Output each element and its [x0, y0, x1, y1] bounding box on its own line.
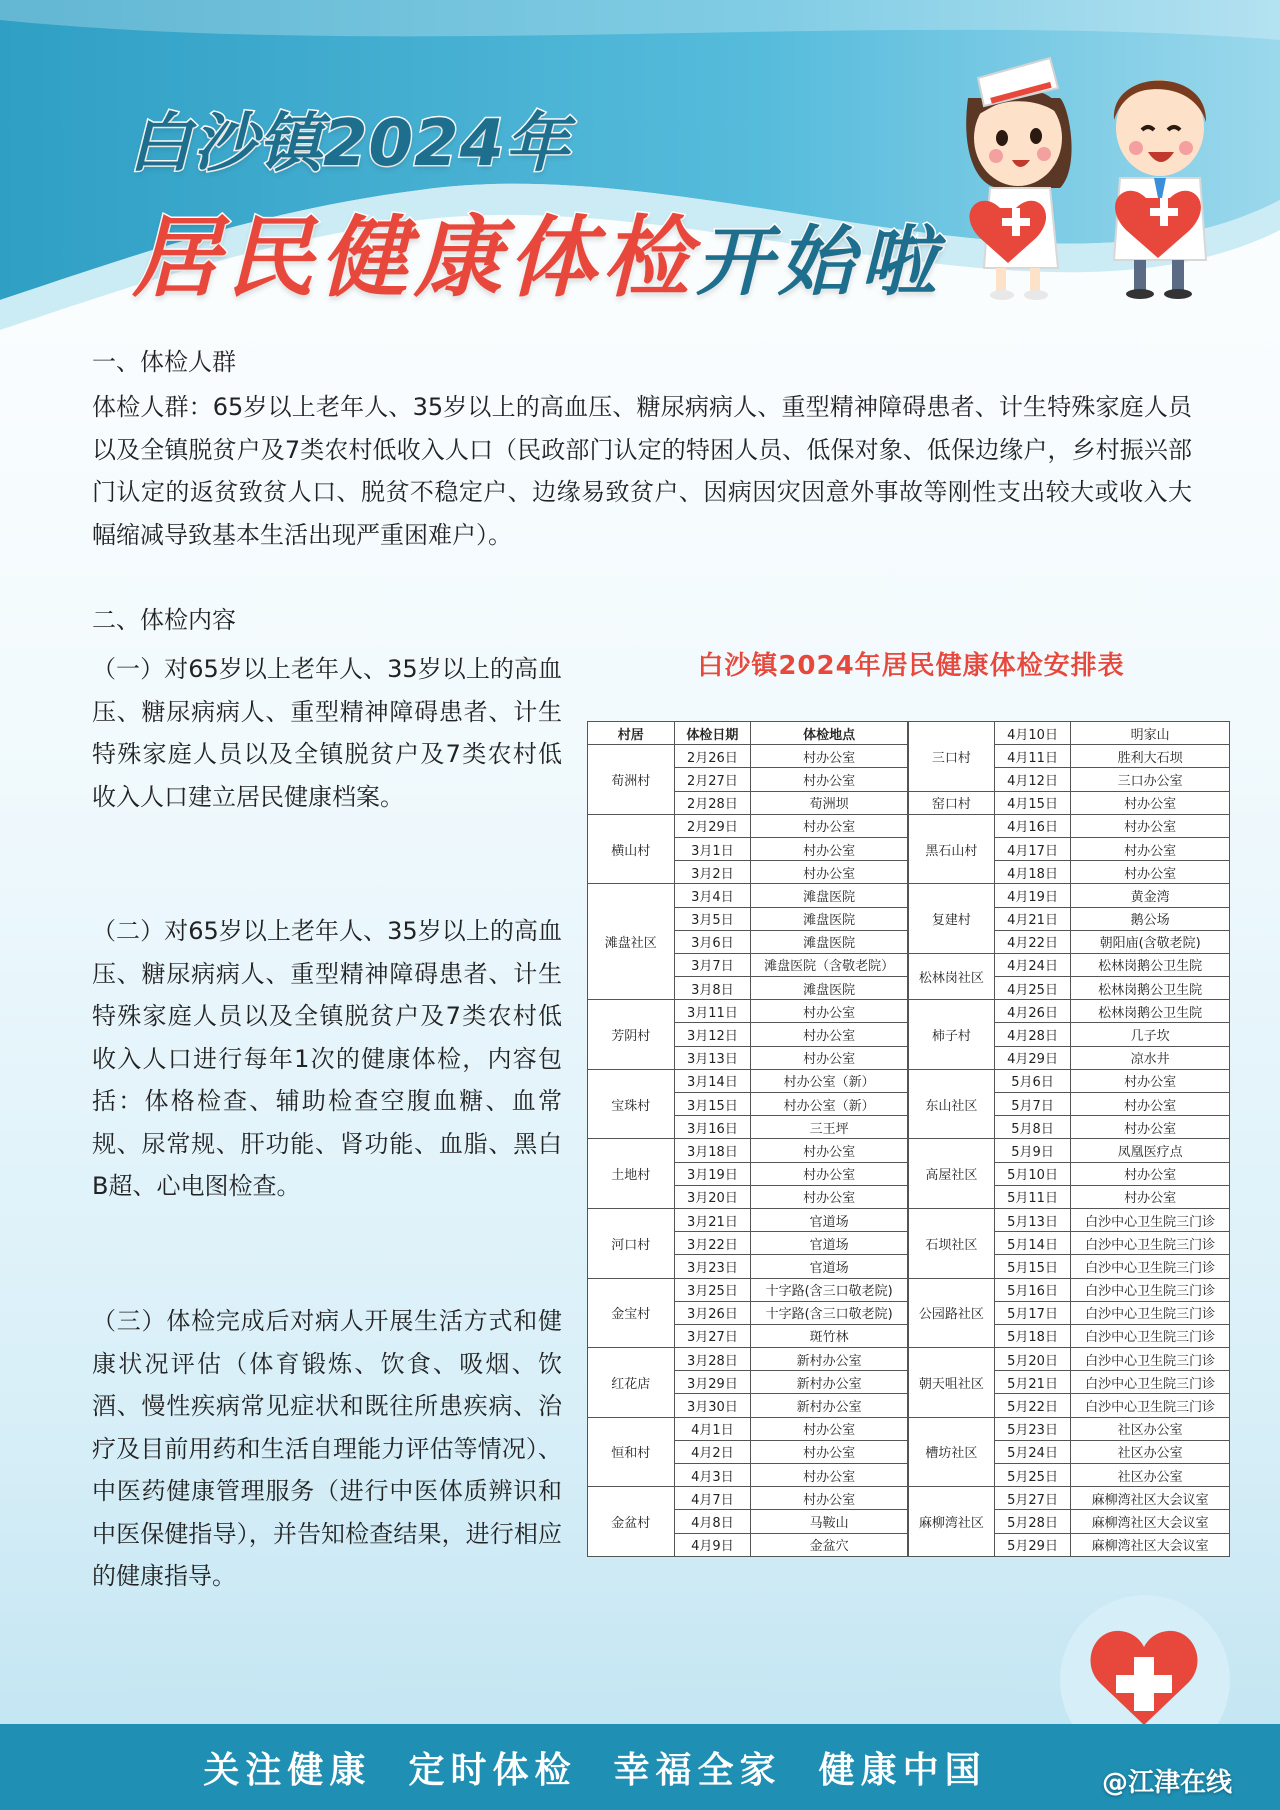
location-cell: 村办公室: [751, 745, 908, 768]
location-cell: 村办公室: [1071, 837, 1230, 860]
section1-heading: 一、体检人群: [92, 348, 236, 376]
date-cell: 4月8日: [674, 1510, 751, 1533]
schedule-right-body: [909, 722, 1230, 1557]
schedule-table-left: [587, 721, 908, 1557]
location-cell: 松林岗鹅公卫生院: [1071, 1000, 1230, 1023]
date-cell: 3月27日: [674, 1324, 751, 1347]
table-row: [909, 1487, 1230, 1510]
village-cell: 土地村: [588, 1139, 675, 1209]
date-cell: 3月28日: [674, 1348, 751, 1371]
section2-heading: 二、体检内容: [92, 606, 236, 634]
date-cell: 3月15日: [674, 1093, 751, 1116]
location-cell: 滩盘医院: [751, 884, 908, 907]
table-row: [588, 1348, 908, 1371]
location-cell: 村办公室: [751, 1417, 908, 1440]
location-cell: 新村办公室: [751, 1371, 908, 1394]
table-row: [588, 884, 908, 907]
table-row: [909, 1069, 1230, 1092]
location-cell: 村办公室: [751, 1162, 908, 1185]
section2-item-1: （一）对65岁以上老年人、35岁以上的高血压、糖尿病病人、重型精神障碍患者、计生特殊家庭人员以及全镇脱贫户及7类农村低收入人口建立居民健康档案。: [92, 655, 562, 811]
date-cell: 4月11日: [994, 745, 1071, 768]
section1-body: 体检人群：65岁以上老年人、35岁以上的高血压、糖尿病病人、重型精神障碍患者、计生特殊家庭人员以及全镇脱贫户及7类农村低收入人口（民政部门认定的特困人员、低保对象、低保边缘户，乡村振兴部门认定的返贫致贫人口、脱贫不稳定户、边缘易致贫户、因病因灾因意外事故等刚性支出较大或收入大幅缩减导致基本生活出现严重困难户）。: [92, 393, 1192, 549]
table-row: [909, 1348, 1230, 1371]
footer-slogan: 关注健康 定时体检 幸福全家 健康中国: [203, 1750, 987, 1791]
location-cell: 白沙中心卫生院三门诊: [1071, 1324, 1230, 1347]
location-cell: 村办公室: [751, 1185, 908, 1208]
village-cell: 宝珠村: [588, 1069, 675, 1139]
location-cell: 白沙中心卫生院三门诊: [1071, 1348, 1230, 1371]
date-cell: 5月18日: [994, 1324, 1071, 1347]
table-row: [588, 1139, 908, 1162]
date-cell: 3月23日: [674, 1255, 751, 1278]
location-cell: 村办公室: [751, 837, 908, 860]
location-cell: 新村办公室: [751, 1348, 908, 1371]
date-cell: 5月7日: [994, 1093, 1071, 1116]
location-cell: 新村办公室: [751, 1394, 908, 1417]
date-cell: 4月25日: [994, 977, 1071, 1000]
village-cell: 三口村: [909, 722, 995, 792]
date-cell: 3月11日: [674, 1000, 751, 1023]
table-row: [909, 1139, 1230, 1162]
village-cell: 高屋社区: [909, 1139, 995, 1209]
date-cell: 3月30日: [674, 1394, 751, 1417]
date-cell: 5月13日: [994, 1208, 1071, 1231]
village-cell: 横山村: [588, 814, 675, 884]
date-cell: 5月10日: [994, 1162, 1071, 1185]
village-cell: 公园路社区: [909, 1278, 995, 1348]
location-cell: 村办公室: [751, 768, 908, 791]
date-cell: 5月17日: [994, 1301, 1071, 1324]
date-cell: 4月1日: [674, 1417, 751, 1440]
date-cell: 5月16日: [994, 1278, 1071, 1301]
location-cell: 社区办公室: [1071, 1464, 1230, 1487]
location-cell: 十字路(含三口敬老院): [751, 1301, 908, 1324]
table-row: [909, 953, 1230, 976]
location-cell: 白沙中心卫生院三门诊: [1071, 1232, 1230, 1255]
location-cell: 村办公室: [1071, 1069, 1230, 1092]
date-cell: 5月9日: [994, 1139, 1071, 1162]
date-cell: 5月21日: [994, 1371, 1071, 1394]
location-cell: 三口办公室: [1071, 768, 1230, 791]
location-cell: 村办公室: [1071, 1093, 1230, 1116]
location-cell: 三王坪: [751, 1116, 908, 1139]
column-header-date: 体检日期: [674, 722, 751, 745]
location-cell: 村办公室（新）: [751, 1069, 908, 1092]
schedule-table-right: [908, 721, 1230, 1557]
date-cell: 3月8日: [674, 977, 751, 1000]
location-cell: 村办公室（新）: [751, 1093, 908, 1116]
date-cell: 3月26日: [674, 1301, 751, 1324]
date-cell: 3月13日: [674, 1046, 751, 1069]
date-cell: 5月28日: [994, 1510, 1071, 1533]
village-cell: 滩盘社区: [588, 884, 675, 1000]
date-cell: 5月14日: [994, 1232, 1071, 1255]
village-cell: 窑口村: [909, 791, 995, 814]
table-row: [588, 1487, 908, 1510]
date-cell: 4月10日: [994, 722, 1071, 745]
date-cell: 4月7日: [674, 1487, 751, 1510]
location-cell: 村办公室: [751, 1046, 908, 1069]
date-cell: 3月7日: [674, 953, 751, 976]
date-cell: 3月4日: [674, 884, 751, 907]
location-cell: 村办公室: [751, 1023, 908, 1046]
location-cell: 凉水井: [1071, 1046, 1230, 1069]
date-cell: 4月17日: [994, 837, 1071, 860]
date-cell: 5月11日: [994, 1185, 1071, 1208]
village-cell: 麻柳湾社区: [909, 1487, 995, 1557]
date-cell: 2月26日: [674, 745, 751, 768]
location-cell: 斑竹林: [751, 1324, 908, 1347]
location-cell: 麻柳湾社区大会议室: [1071, 1533, 1230, 1556]
location-cell: 麻柳湾社区大会议室: [1071, 1510, 1230, 1533]
location-cell: 胜利大石坝: [1071, 745, 1230, 768]
location-cell: 村办公室: [751, 1487, 908, 1510]
doctor-mascot: [1114, 80, 1206, 299]
location-cell: 松林岗鹅公卫生院: [1071, 977, 1230, 1000]
date-cell: 3月14日: [674, 1069, 751, 1092]
location-cell: 村办公室: [1071, 861, 1230, 884]
date-cell: 4月19日: [994, 884, 1071, 907]
location-cell: 村办公室: [751, 1464, 908, 1487]
location-cell: 官道场: [751, 1255, 908, 1278]
date-cell: 3月5日: [674, 907, 751, 930]
table-row: [909, 884, 1230, 907]
nurse-mascot: [966, 58, 1071, 300]
location-cell: 村办公室: [1071, 1162, 1230, 1185]
table-row: [909, 722, 1230, 745]
date-cell: 3月12日: [674, 1023, 751, 1046]
date-cell: 4月26日: [994, 1000, 1071, 1023]
village-cell: 金宝村: [588, 1278, 675, 1348]
location-cell: 凤凰医疗点: [1071, 1139, 1230, 1162]
location-cell: 村办公室: [751, 1000, 908, 1023]
location-cell: 滩盘医院: [751, 907, 908, 930]
location-cell: 滩盘医院: [751, 930, 908, 953]
date-cell: 3月2日: [674, 861, 751, 884]
date-cell: 4月22日: [994, 930, 1071, 953]
date-cell: 3月22日: [674, 1232, 751, 1255]
date-cell: 2月28日: [674, 791, 751, 814]
location-cell: 白沙中心卫生院三门诊: [1071, 1278, 1230, 1301]
village-cell: 恒和村: [588, 1417, 675, 1487]
column-header-village: 村居: [588, 722, 675, 745]
date-cell: 3月20日: [674, 1185, 751, 1208]
table-row: [909, 814, 1230, 837]
source-watermark: @江津在线: [1102, 1768, 1233, 1798]
location-cell: 村办公室: [751, 1139, 908, 1162]
table-row: [588, 745, 908, 768]
table-row: [909, 1278, 1230, 1301]
location-cell: 十字路(含三口敬老院): [751, 1278, 908, 1301]
village-cell: 黑石山村: [909, 814, 995, 884]
date-cell: 3月29日: [674, 1371, 751, 1394]
village-cell: 河口村: [588, 1208, 675, 1278]
heart-cross-icon: [1088, 1625, 1200, 1730]
location-cell: 朝阳庙(含敬老院): [1071, 930, 1230, 953]
location-cell: 白沙中心卫生院三门诊: [1071, 1301, 1230, 1324]
date-cell: 4月15日: [994, 791, 1071, 814]
table-row: [588, 1069, 908, 1092]
date-cell: 5月29日: [994, 1533, 1071, 1556]
location-cell: 明家山: [1071, 722, 1230, 745]
location-cell: 村办公室: [1071, 814, 1230, 837]
location-cell: 麻柳湾社区大会议室: [1071, 1487, 1230, 1510]
table-row: [909, 1208, 1230, 1231]
date-cell: 4月3日: [674, 1464, 751, 1487]
village-cell: 柿子村: [909, 1000, 995, 1070]
date-cell: 4月9日: [674, 1533, 751, 1556]
date-cell: 4月28日: [994, 1023, 1071, 1046]
date-cell: 3月21日: [674, 1208, 751, 1231]
section2-item-2: （二）对65岁以上老年人、35岁以上的高血压、糖尿病病人、重型精神障碍患者、计生特殊家庭人员以及全镇脱贫户及7类农村低收入人口进行每年1次的健康体检，内容包括：体格检查、辅助检查空腹血糖、血常规、尿常规、肝功能、肾功能、血脂、黑白B超、心电图检查。: [92, 917, 562, 1200]
location-cell: 白沙中心卫生院三门诊: [1071, 1394, 1230, 1417]
village-cell: 芳阴村: [588, 1000, 675, 1070]
date-cell: 3月19日: [674, 1162, 751, 1185]
date-cell: 3月1日: [674, 837, 751, 860]
date-cell: 4月16日: [994, 814, 1071, 837]
title-line-1: 白沙镇2024年: [128, 107, 571, 181]
date-cell: 5月27日: [994, 1487, 1071, 1510]
table-row: [909, 1000, 1230, 1023]
location-cell: 松林岗鹅公卫生院: [1071, 953, 1230, 976]
date-cell: 4月24日: [994, 953, 1071, 976]
location-cell: 金盆穴: [751, 1533, 908, 1556]
table-row: [588, 1417, 908, 1440]
village-cell: 槽坊社区: [909, 1417, 995, 1487]
table-row: [909, 1417, 1230, 1440]
date-cell: 2月27日: [674, 768, 751, 791]
table-row: [588, 1000, 908, 1023]
village-cell: 石坝社区: [909, 1208, 995, 1278]
date-cell: 4月2日: [674, 1440, 751, 1463]
column-header-location: 体检地点: [751, 722, 908, 745]
date-cell: 4月12日: [994, 768, 1071, 791]
location-cell: 村办公室: [751, 1440, 908, 1463]
village-cell: 荀洲村: [588, 745, 675, 815]
village-cell: 红花店: [588, 1348, 675, 1418]
date-cell: 4月18日: [994, 861, 1071, 884]
date-cell: 5月24日: [994, 1440, 1071, 1463]
doctor-nurse-mascot-illustration: [950, 38, 1230, 308]
village-cell: 金盆村: [588, 1487, 675, 1557]
date-cell: 4月29日: [994, 1046, 1071, 1069]
location-cell: 黄金湾: [1071, 884, 1230, 907]
location-cell: 滩盘医院: [751, 977, 908, 1000]
location-cell: 白沙中心卫生院三门诊: [1071, 1208, 1230, 1231]
date-cell: 5月6日: [994, 1069, 1071, 1092]
table-row: [909, 791, 1230, 814]
title-line-2: [132, 188, 942, 314]
date-cell: 5月15日: [994, 1255, 1071, 1278]
table-row: [588, 814, 908, 837]
date-cell: 3月6日: [674, 930, 751, 953]
table-row: [588, 1208, 908, 1231]
location-cell: 村办公室: [751, 861, 908, 884]
date-cell: 3月18日: [674, 1139, 751, 1162]
date-cell: 3月25日: [674, 1278, 751, 1301]
date-cell: 5月23日: [994, 1417, 1071, 1440]
location-cell: 白沙中心卫生院三门诊: [1071, 1371, 1230, 1394]
location-cell: 鹅公场: [1071, 907, 1230, 930]
location-cell: 村办公室: [1071, 791, 1230, 814]
date-cell: 5月22日: [994, 1394, 1071, 1417]
location-cell: 马鞍山: [751, 1510, 908, 1533]
schedule-left-body: [588, 745, 908, 1557]
location-cell: 荀洲坝: [751, 791, 908, 814]
village-cell: 东山社区: [909, 1069, 995, 1139]
date-cell: 5月25日: [994, 1464, 1071, 1487]
village-cell: 复建村: [909, 884, 995, 954]
location-cell: 官道场: [751, 1232, 908, 1255]
location-cell: 村办公室: [751, 814, 908, 837]
date-cell: 3月16日: [674, 1116, 751, 1139]
location-cell: 几子坎: [1071, 1023, 1230, 1046]
location-cell: 滩盘医院（含敬老院）: [751, 953, 908, 976]
section2-item-3: （三）体检完成后对病人开展生活方式和健康状况评估（体育锻炼、饮食、吸烟、饮酒、慢性疾病常见症状和既往所患疾病、治疗及目前用药和生活自理能力评估等情况）、中医药健康管理服务（进行中医体质辨识和中医保健指导），并告知检查结果，进行相应的健康指导。: [92, 1307, 562, 1590]
table-row: [588, 1278, 908, 1301]
location-cell: 官道场: [751, 1208, 908, 1231]
location-cell: 社区办公室: [1071, 1440, 1230, 1463]
schedule-title: 白沙镇2024年居民健康体检安排表: [697, 651, 1125, 681]
date-cell: 5月8日: [994, 1116, 1071, 1139]
date-cell: 5月20日: [994, 1348, 1071, 1371]
table-header-row: [588, 722, 908, 745]
village-cell: 朝天咀社区: [909, 1348, 995, 1418]
title-main: 居民健康体检: [132, 206, 697, 309]
location-cell: 村办公室: [1071, 1116, 1230, 1139]
location-cell: 村办公室: [1071, 1185, 1230, 1208]
date-cell: 4月21日: [994, 907, 1071, 930]
title-suffix: 开始啦: [696, 217, 943, 306]
location-cell: 社区办公室: [1071, 1417, 1230, 1440]
location-cell: 白沙中心卫生院三门诊: [1071, 1255, 1230, 1278]
village-cell: 松林岗社区: [909, 953, 995, 999]
date-cell: 2月29日: [674, 814, 751, 837]
